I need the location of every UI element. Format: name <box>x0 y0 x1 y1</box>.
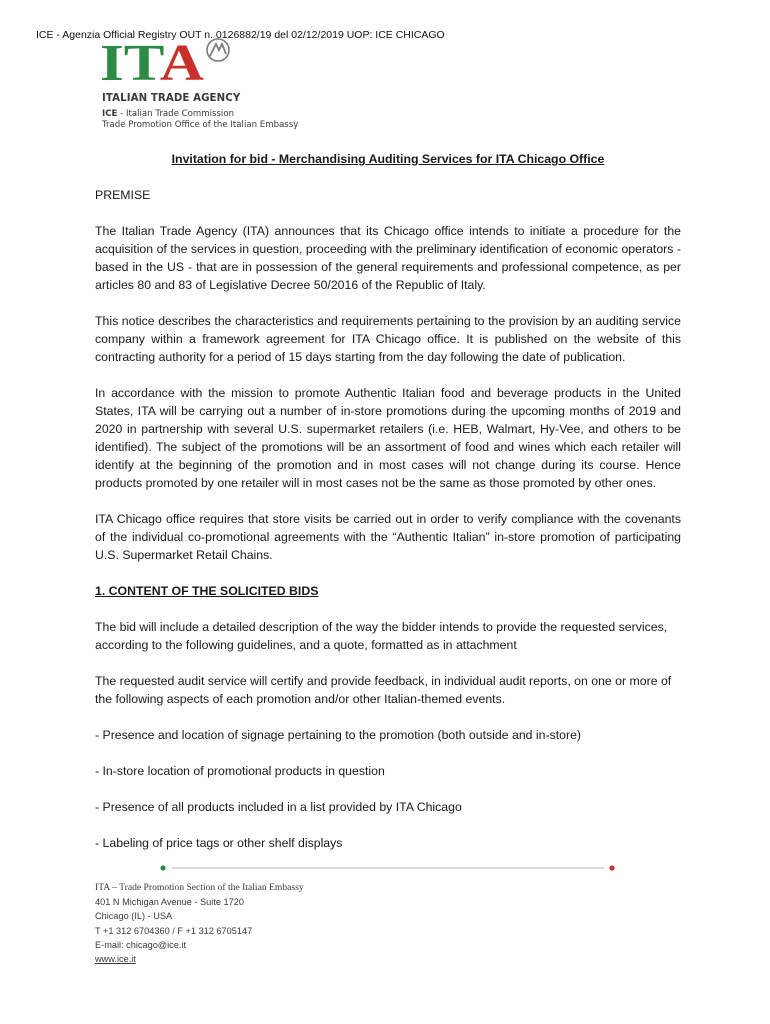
paragraph: The requested audit service will certify and provide feedback, in individual audit reports, on one or more of the following aspects of each promotion and/or other Italian-themed events. <box>95 674 672 706</box>
footer-divider <box>160 863 615 873</box>
footer-dot-green <box>160 865 165 870</box>
paragraph: ITA Chicago office requires that store visits be carried out in order to verify compliance with the covenants of the individual co-promotional agreements with the “Authentic Italian” in-store promotion of participating U.S. Supermarket Retail Chains. <box>95 512 681 562</box>
list-item: - Presence and location of signage pertaining to the promotion (both outside and in-store) <box>95 728 582 742</box>
agency-name: ITALIAN TRADE AGENCY <box>102 93 241 104</box>
agency-block <box>102 92 298 132</box>
footer-org: ITA – Trade Promotion Section of the Italian Embassy <box>95 882 304 893</box>
footer-address-line: 401 N Michigan Avenue - Suite 1720 <box>95 897 244 908</box>
agency-line-commission <box>102 109 298 120</box>
ita-logo-letters: IT A <box>100 35 198 90</box>
paragraph: In accordance with the mission to promote Authentic Italian food and beverage products in the United States, ITA will be carrying out a number of in-store promotions during the upcoming months of 2019 and 2020 in partnership with several U.S. supermarket retailers (i.e. HEB, Walmart, Hy-Vee, and others to be identified). The subject of the promotions will be an assortment of food and wines which each retailer will identify at the beginning of the promotion and in most cases will not change during its course. Hence products promoted by one retailer will in most cases not be the same as those promoted by other ones. <box>95 386 681 490</box>
footer-dot-red <box>609 865 614 870</box>
footer-phone: T +1 312 6704360 / F +1 312 6705147 <box>95 925 253 936</box>
paragraph: The Italian Trade Agency (ITA) announces that its Chicago office intends to initiate a procedure for the acquisition of the services in question, proceeding with the preliminary identification of economic operators - based in the US - that are in possession of the general requirements and professional competence, as per articles 80 and 83 of Legislative Decree 50/2016 of the Republic of Italy. <box>95 224 681 292</box>
document-body <box>95 150 681 870</box>
ita-logo <box>100 34 240 90</box>
agency-line-office: Trade Promotion Office of the Italian Embassy <box>102 120 299 131</box>
agency-commission-label: - Italian Trade Commission <box>117 109 235 120</box>
paragraph: The bid will include a detailed description of the way the bidder intends to provide the requested services, according to the following guidelines, and a quote, formatted as in attachment <box>95 620 668 652</box>
footer-email[interactable]: E-mail: chicago@ice.it <box>95 939 187 950</box>
paragraph: This notice describes the characteristics and requirements pertaining to the provision by an auditing service company within a framework agreement for ITA Chicago office. It is published on the website of this contracting authority for a period of 15 days starting from the day following the date of publication. <box>95 314 681 364</box>
registry-stamp: ICE - Agenzia Official Registry OUT n. 0126882/19 del 02/12/2019 UOP: ICE CHICAGO <box>36 29 445 41</box>
list-item: - Labeling of price tags or other shelf displays <box>95 836 343 850</box>
footer-city-line: Chicago (IL) - USA <box>95 911 173 922</box>
ice-arrows-logo-icon <box>207 39 229 61</box>
section-heading: 1. CONTENT OF THE SOLICITED BIDS <box>95 584 319 598</box>
agency-ice-label: ICE <box>102 109 118 120</box>
footer-website-link[interactable]: www.ice.it <box>95 954 136 965</box>
document-title: Invitation for bid - Merchandising Auditing Services for ITA Chicago Office <box>171 152 605 166</box>
premise-label: PREMISE <box>95 188 151 202</box>
footer <box>95 881 304 966</box>
list-item: - Presence of all products included in a list provided by ITA Chicago <box>95 800 462 814</box>
list-item: - In-store location of promotional products in question <box>95 764 385 778</box>
